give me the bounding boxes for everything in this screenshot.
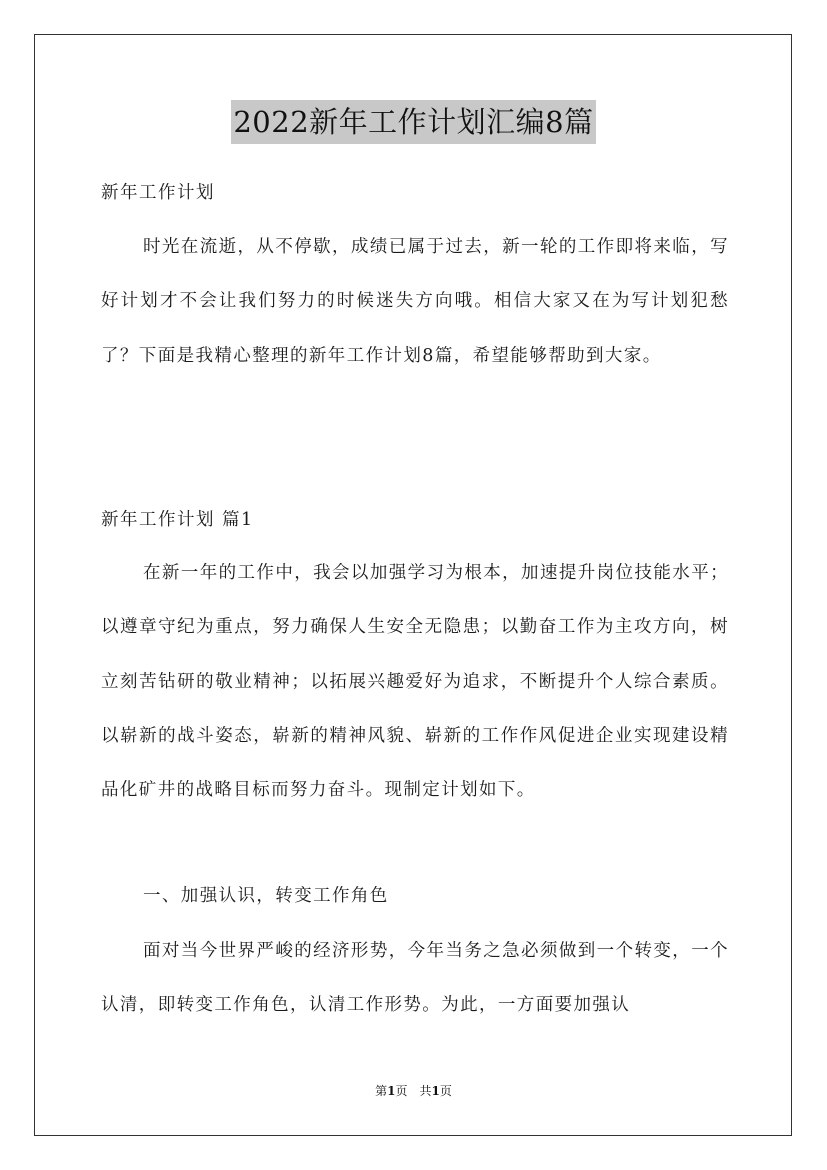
section-paragraph-continued: 面对当今世界严峻的经济形势，今年当务之急必须做到一个转变，一个认清，即转变工作角色，认清工作形势。为此，一方面要加强认 — [101, 941, 729, 1016]
footer-total-pages: 1 — [431, 1084, 440, 1098]
page-footer — [0, 1083, 827, 1099]
footer-prefix: 第 — [375, 1084, 388, 1098]
document-title: 2022新年工作计划汇编8篇 — [231, 100, 595, 144]
intro-paragraph: 时光在流逝，从不停歇，成绩已属于过去，新一轮的工作即将来临，写好计划才不会让我们努力的时候迷失方向哦。相信大家又在为写计划犯愁了？下面是我精心整理的新年工作计划8篇，希望能够帮助到大家。 — [101, 237, 729, 366]
footer-suffix: 页 — [439, 1084, 452, 1098]
intro-heading: 新年工作计划 — [101, 183, 215, 203]
title-container — [0, 100, 827, 144]
subheading: 一、加强认识，转变工作角色 — [143, 886, 389, 906]
section-paragraph: 在新一年的工作中，我会以加强学习为根本，加速提升岗位技能水平；以遵章守纪为重点，努力确保人生安全无隐患；以勤奋工作为主攻方向，树立刻苦钻研的敬业精神；以拓展兴趣爱好为追求，不断提升个人综合素质。以崭新的战斗姿态，崭新的精神风貌、崭新的工作作风促进企业实现建设精品化矿井的战略目标而努力奋斗。现制定计划如下。 — [101, 563, 729, 801]
footer-current-page: 1 — [387, 1084, 396, 1098]
section-heading: 新年工作计划 篇1 — [101, 510, 254, 530]
footer-mid: 页 共 — [395, 1084, 432, 1098]
